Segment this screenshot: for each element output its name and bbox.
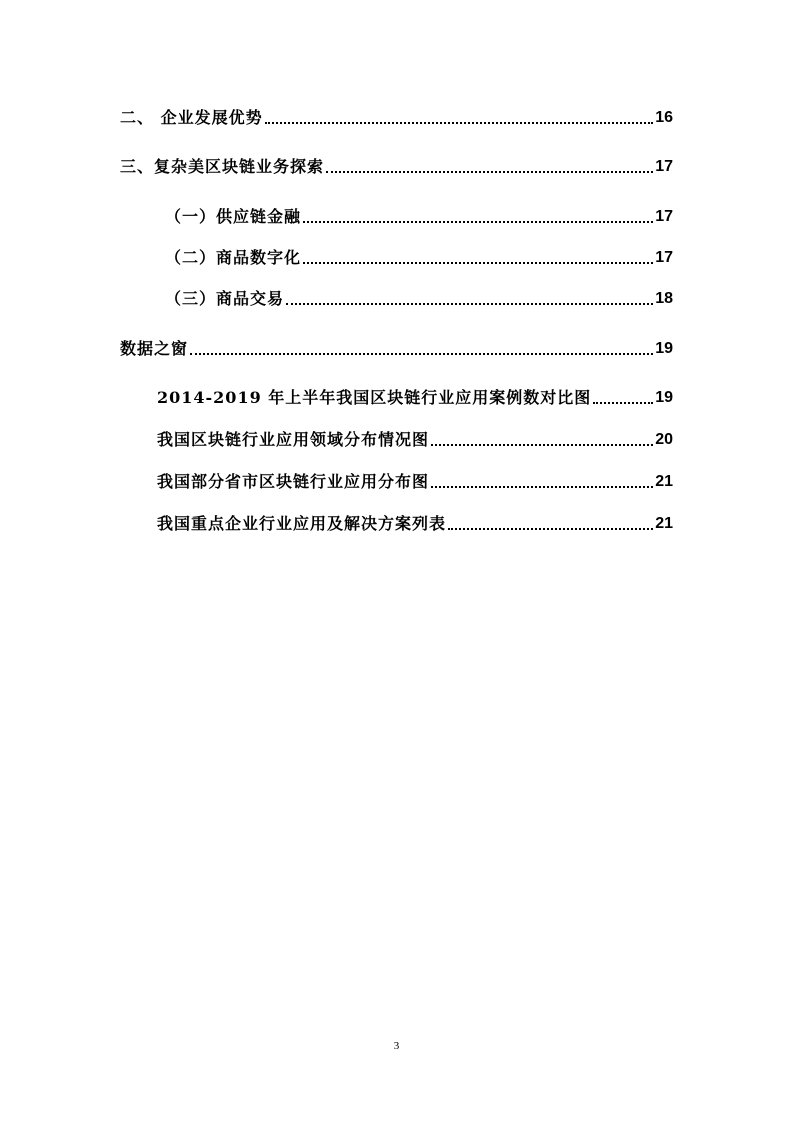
toc-entry-title: （三）商品交易 <box>165 289 285 308</box>
toc-entry-title: （二）商品数字化 <box>165 248 302 267</box>
toc-entry-page: 21 <box>655 473 673 490</box>
toc-entry[interactable] <box>120 155 673 179</box>
toc-dot-leader <box>431 486 653 488</box>
toc-entry-title: 2014-2019 年上半年我国区块链行业应用案例数对比图 <box>157 388 592 407</box>
toc-dot-leader <box>265 122 654 124</box>
toc-entry-title: 数据之窗 <box>120 339 189 358</box>
toc-dot-leader <box>190 353 653 355</box>
toc-entry[interactable] <box>165 287 673 311</box>
toc-entry[interactable] <box>120 106 673 130</box>
toc-dot-leader <box>448 528 653 530</box>
toc-entry-page: 17 <box>655 249 673 266</box>
toc-entry[interactable] <box>157 386 673 410</box>
toc-dot-leader <box>431 444 653 446</box>
toc-dot-leader <box>303 221 653 223</box>
toc-entry-page: 19 <box>655 340 673 357</box>
toc-entry[interactable] <box>165 205 673 229</box>
toc-dot-leader <box>286 303 653 305</box>
toc-entry-page: 19 <box>655 389 673 406</box>
toc-entry-page: 20 <box>655 431 673 448</box>
toc-entry-page: 21 <box>655 515 673 532</box>
toc-entry-title: 我国部分省市区块链行业应用分布图 <box>157 472 430 491</box>
toc-entry-title: 我国区块链行业应用领域分布情况图 <box>157 430 430 449</box>
toc-entry[interactable] <box>157 470 673 494</box>
toc-entry-title: （一）供应链金融 <box>165 207 302 226</box>
toc-entry-page: 16 <box>655 109 673 126</box>
toc-dot-leader <box>326 171 653 173</box>
toc-entry-page: 17 <box>655 208 673 225</box>
toc-entry-page: 18 <box>655 290 673 307</box>
toc-entry-page: 17 <box>655 158 673 175</box>
toc-entry-title: 二、 企业发展优势 <box>120 108 263 127</box>
toc-entry[interactable] <box>157 512 673 536</box>
page-number: 3 <box>393 1040 400 1052</box>
toc-entry[interactable] <box>120 337 673 361</box>
toc-entry[interactable] <box>165 246 673 270</box>
toc-dot-leader <box>593 402 653 404</box>
toc-entry[interactable] <box>157 428 673 452</box>
toc-entry-title: 我国重点企业行业应用及解决方案列表 <box>157 514 447 533</box>
toc-dot-leader <box>303 262 653 264</box>
toc-entry-title: 三、复杂美区块链业务探索 <box>120 157 325 176</box>
